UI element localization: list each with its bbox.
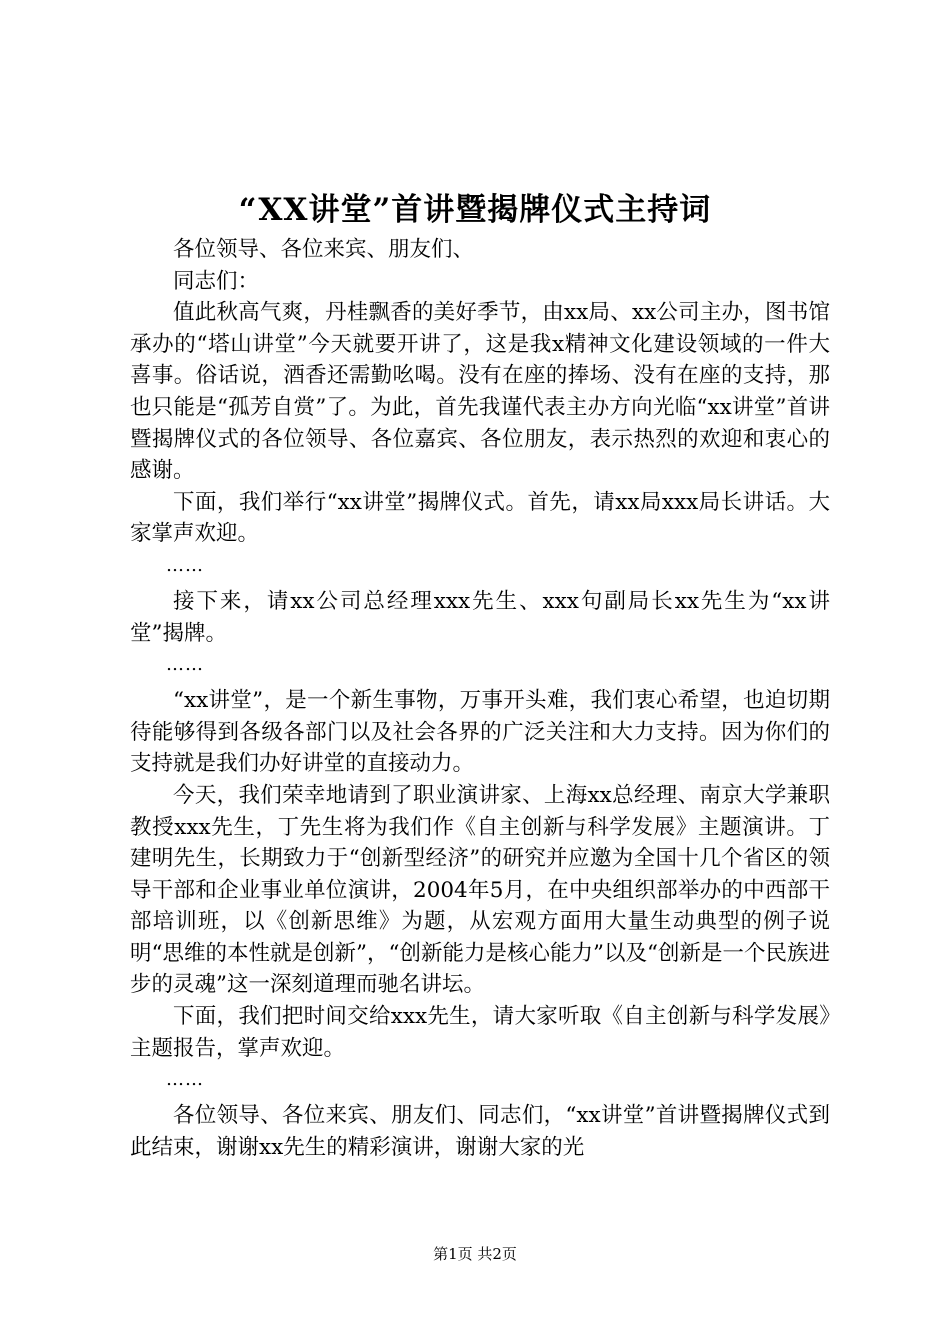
ellipsis-line: ……: [166, 554, 204, 576]
document-title: “XX讲堂”首讲暨揭牌仪式主持词: [238, 192, 712, 228]
paragraph: 下面，我们举行“xx讲堂”揭牌仪式。首先，请xx局xxx局长讲话。大家掌声欢迎。: [130, 489, 830, 547]
ellipsis-line: ……: [166, 1069, 204, 1091]
ellipsis-line: ……: [166, 654, 204, 676]
greeting-line: 同志们：: [173, 268, 260, 294]
paragraph: 各位领导、各位来宾、朋友们、同志们，“xx讲堂”首讲暨揭牌仪式到此结束，谢谢xx先生的精彩演讲，谢谢大家的光: [130, 1103, 830, 1160]
document-body: [130, 234, 830, 1163]
paragraph: “xx讲堂”，是一个新生事物，万事开头难，我们衷心希望，也迫切期待能够得到各级各部门以及社会各界的广泛关注和大力支持。因为你们的支持就是我们办好讲堂的直接动力。: [130, 688, 830, 777]
page-footer: 第1页 共2页: [433, 1245, 517, 1263]
paragraph: 下面，我们把时间交给xxx先生，请大家听取《自主创新与科学发展》主题报告，掌声欢迎。: [130, 1004, 830, 1061]
paragraph: 今天，我们荣幸地请到了职业演讲家、上海xx总经理、南京大学兼职教授xxx先生，丁先生将为我们作《自主创新与科学发展》主题演讲。丁建明先生，长期致力于“创新型经济”的研究并应邀为全国十几个省区的领导干部和企业事业单位演讲，2004年5月，在中央组织部举办的中西部干部培训班，以《创新思维》为题，从宏观方面用大量生动典型的例子说明“思维的本性就是创新”，“创新能力是核心能力”以及“创新是一个民族进步的灵魂”这一深刻道理而驰名讲坛。: [130, 782, 830, 998]
paragraph: 值此秋高气爽，丹桂飘香的美好季节，由xx局、xx公司主办，图书馆承办的“塔山讲堂”今天就要开讲了，这是我x精神文化建设领域的一件大喜事。俗话说，酒香还需勤吆喝。没有在座的捧场、没有在座的支持，那也只能是“孤芳自赏”了。为此，首先我谨代表主办方向光临“xx讲堂”首讲暨揭牌仪式的各位领导、各位嘉宾、各位朋友，表示热烈的欢迎和衷心的感谢。: [130, 300, 830, 484]
greeting-line: 各位领导、各位来宾、朋友们、: [173, 237, 475, 262]
paragraph: 接下来，请xx公司总经理xxx先生、xxx句副局长xx先生为“xx讲堂”揭牌。: [130, 588, 830, 646]
